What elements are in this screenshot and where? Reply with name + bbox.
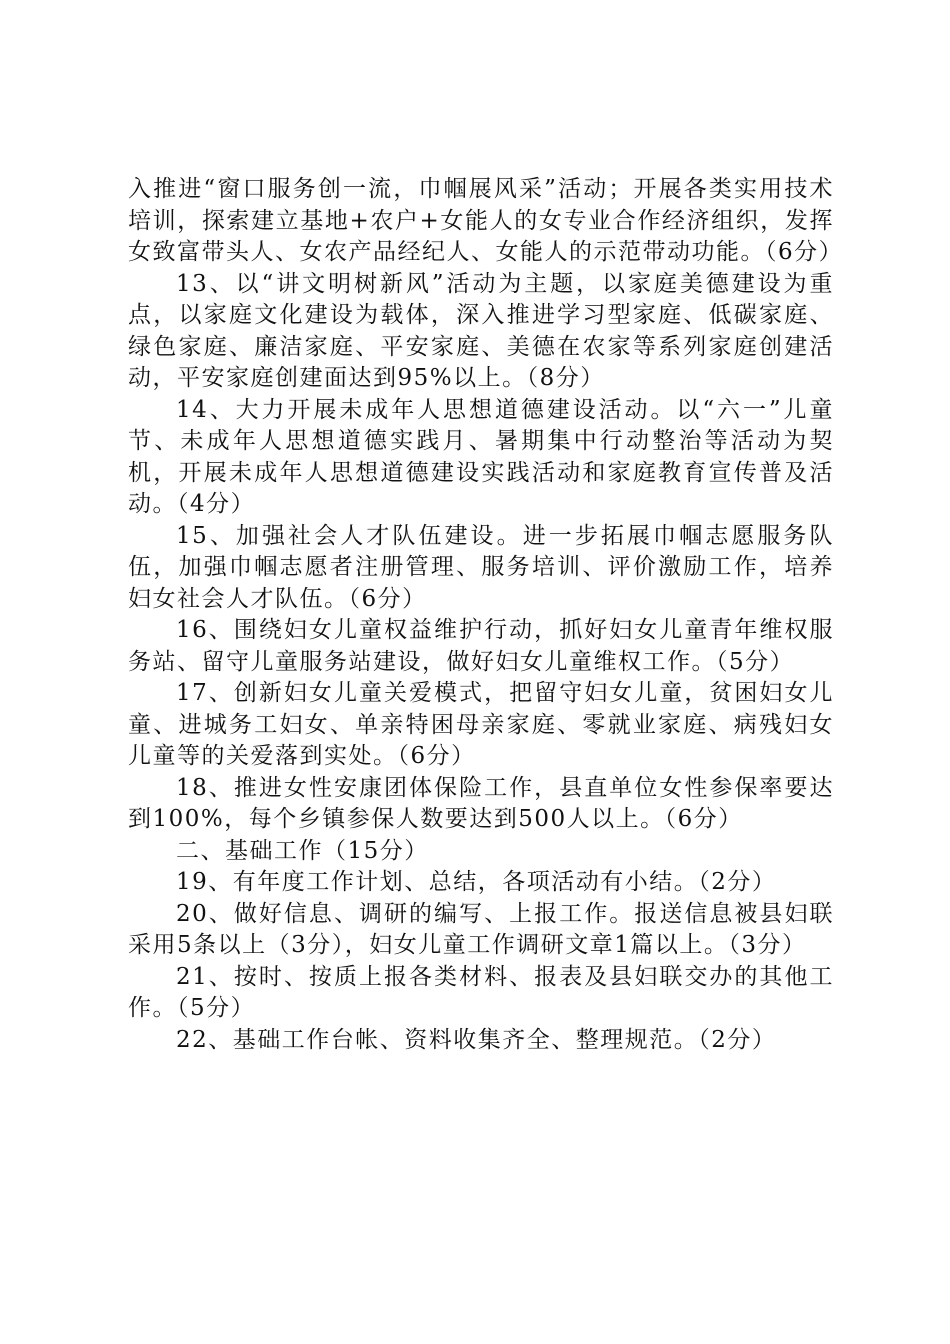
paragraph-item-17: 17、创新妇女儿童关爱模式，把留守妇女儿童，贫困妇女儿童、进城务工妇女、单亲特困母亲家庭、零就业家庭、病残妇女儿童等的关爱落到实处。（6分） xyxy=(128,680,834,769)
section-heading-basic-work: 二、基础工作（15分） xyxy=(176,837,429,864)
paragraph-item-22: 22、基础工作台帐、资料收集齐全、整理规范。（2分） xyxy=(176,1026,777,1053)
document-body xyxy=(128,174,844,1056)
paragraph-item-18: 18、推进女性安康团体保险工作，县直单位女性参保率要达到100%，每个乡镇参保人数要达到500人以上。（6分） xyxy=(128,774,834,832)
paragraph-continuation: 入推进“窗口服务创一流，巾帼展风采”活动；开展各类实用技术培训，探索建立基地+农户+女能人的女专业合作经济组织，发挥女致富带头人、女农产品经纪人、女能人的示范带动功能。（6分） xyxy=(128,176,844,265)
paragraph-item-13: 13、以“讲文明树新风”活动为主题，以家庭美德建设为重点，以家庭文化建设为载体，深入推进学习型家庭、低碳家庭、绿色家庭、廉洁家庭、平安家庭、美德在农家等系列家庭创建活动，平安家庭创建面达到95%以上。（8分） xyxy=(128,270,834,391)
paragraph-item-16: 16、围绕妇女儿童权益维护行动，抓好妇女儿童青年维权服务站、留守儿童服务站建设，做好妇女儿童维权工作。（5分） xyxy=(128,617,834,675)
paragraph-item-20: 20、做好信息、调研的编写、上报工作。报送信息被县妇联采用5条以上（3分），妇女儿童工作调研文章1篇以上。（3分） xyxy=(128,900,834,958)
paragraph-item-14: 14、大力开展未成年人思想道德建设活动。以“六一”儿童节、未成年人思想道德实践月、暑期集中行动整治等活动为契机，开展未成年人思想道德建设实践活动和家庭教育宣传普及活动。（4分） xyxy=(128,396,834,517)
paragraph-item-19: 19、有年度工作计划、总结，各项活动有小结。（2分） xyxy=(176,869,777,895)
paragraph-item-15: 15、加强社会人才队伍建设。进一步拓展巾帼志愿服务队伍，加强巾帼志愿者注册管理、服务培训、评价激励工作，培养妇女社会人才队伍。（6分） xyxy=(128,522,834,612)
paragraph-item-21: 21、按时、按质上报各类材料、报表及县妇联交办的其他工作。（5分） xyxy=(128,963,834,1021)
